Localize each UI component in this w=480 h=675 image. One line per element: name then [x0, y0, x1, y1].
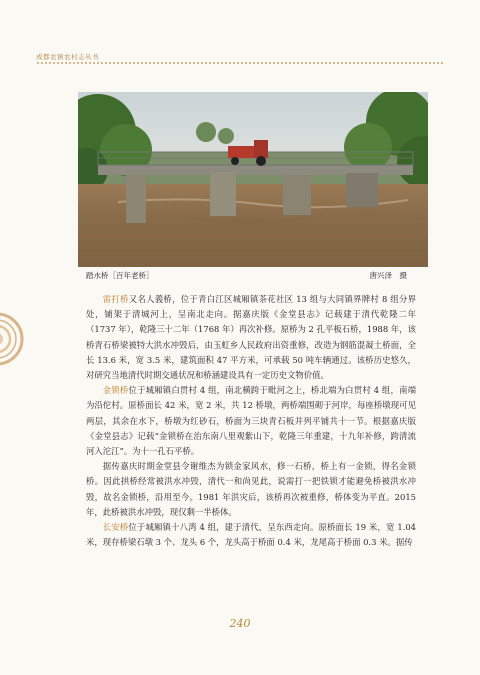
series-title: 成都农镇农村志丛书	[36, 53, 99, 61]
paragraph-jinsuo-legend	[86, 459, 416, 520]
article-body	[86, 292, 416, 550]
paragraph-jinsuo-bridge	[86, 383, 416, 459]
header-divider	[36, 62, 444, 64]
paragraph-text: 位于城厢镇十八湾 4 组，建于清代，呈东西走向。原桥面长 19 米，宽 1.04 米，现存桥梁石墩 3 个、龙头 6 个，龙头高于桥面 0.4 米，龙尾高于桥面 0.3 米。据传	[86, 522, 416, 548]
bridge-name: 雷打桥	[102, 294, 129, 304]
paragraph-changan-bridge	[86, 520, 416, 550]
bridge-photo	[78, 92, 428, 267]
paragraph-text: 又名人義桥，位于青白江区城厢镇茶花社区 13 组与大同镇界牌村 8 组分界处，铺架于清城河上，呈南北走向。据嘉庆版《金堂县志》记载建于清代乾隆二年（1737 年），乾隆三十二年（1768 年）再次补修。原桥为 2 孔平板石桥，1988 年，该桥青石桥梁被特大洪水冲毁后，由玉虹乡人民政府出资重修，改造为钢筋混凝土桥面，全长 13.6 米，宽 3.5 米，建筑面积 47 平方米，可承载 50 吨车辆通过。该桥历史悠久，对研究当地清代时期交通状况和桥涵建设具有一定历史文物价值。	[86, 294, 417, 381]
paragraph-text: 据传嘉庆时期金堂县令谢维杰为锁金家风水，修一石桥，桥上有一金锁，得名金锁桥。因此拱桥经常被洪水冲毁，清代一和尚见此，说需打一把铁锁才能避免桥被洪水冲毁，故名金锁桥，沿用至今。1981 年洪灾后，该桥再次被重修，桥体变为平直。2015 年，此桥被洪水冲毁，现仅剩一半桥体。	[86, 461, 416, 517]
photo-caption: 踏水桥［百年老桥］	[86, 271, 154, 280]
page-number: 240	[229, 617, 251, 630]
bridge-name: 长安桥	[102, 522, 129, 533]
decorative-seal-icon	[0, 312, 24, 366]
photo-credit: 唐兴泽 摄	[369, 271, 407, 280]
bridge-name: 金锁桥	[102, 385, 129, 396]
paragraph-leida-bridge	[86, 292, 416, 383]
paragraph-text: 位于城厢镇白贯村 4 组，南北横跨于毗河之上，桥北端为白贯村 4 组，南端为沿佗村。原桥面长 42 米，宽 2 米，共 12 桥墩，两桥端围砌于河岸，每座桥墩现可见两层，其余在水下，桥墩为红砂石，桥面为三块青石板并列平铺共十一节。根据嘉庆版《金堂县志》记载“金锁桥在治东南八里观紫山下，乾隆三年重建，十九年补修，跨清流河入沱江”。为十一孔石平桥。	[86, 385, 417, 457]
